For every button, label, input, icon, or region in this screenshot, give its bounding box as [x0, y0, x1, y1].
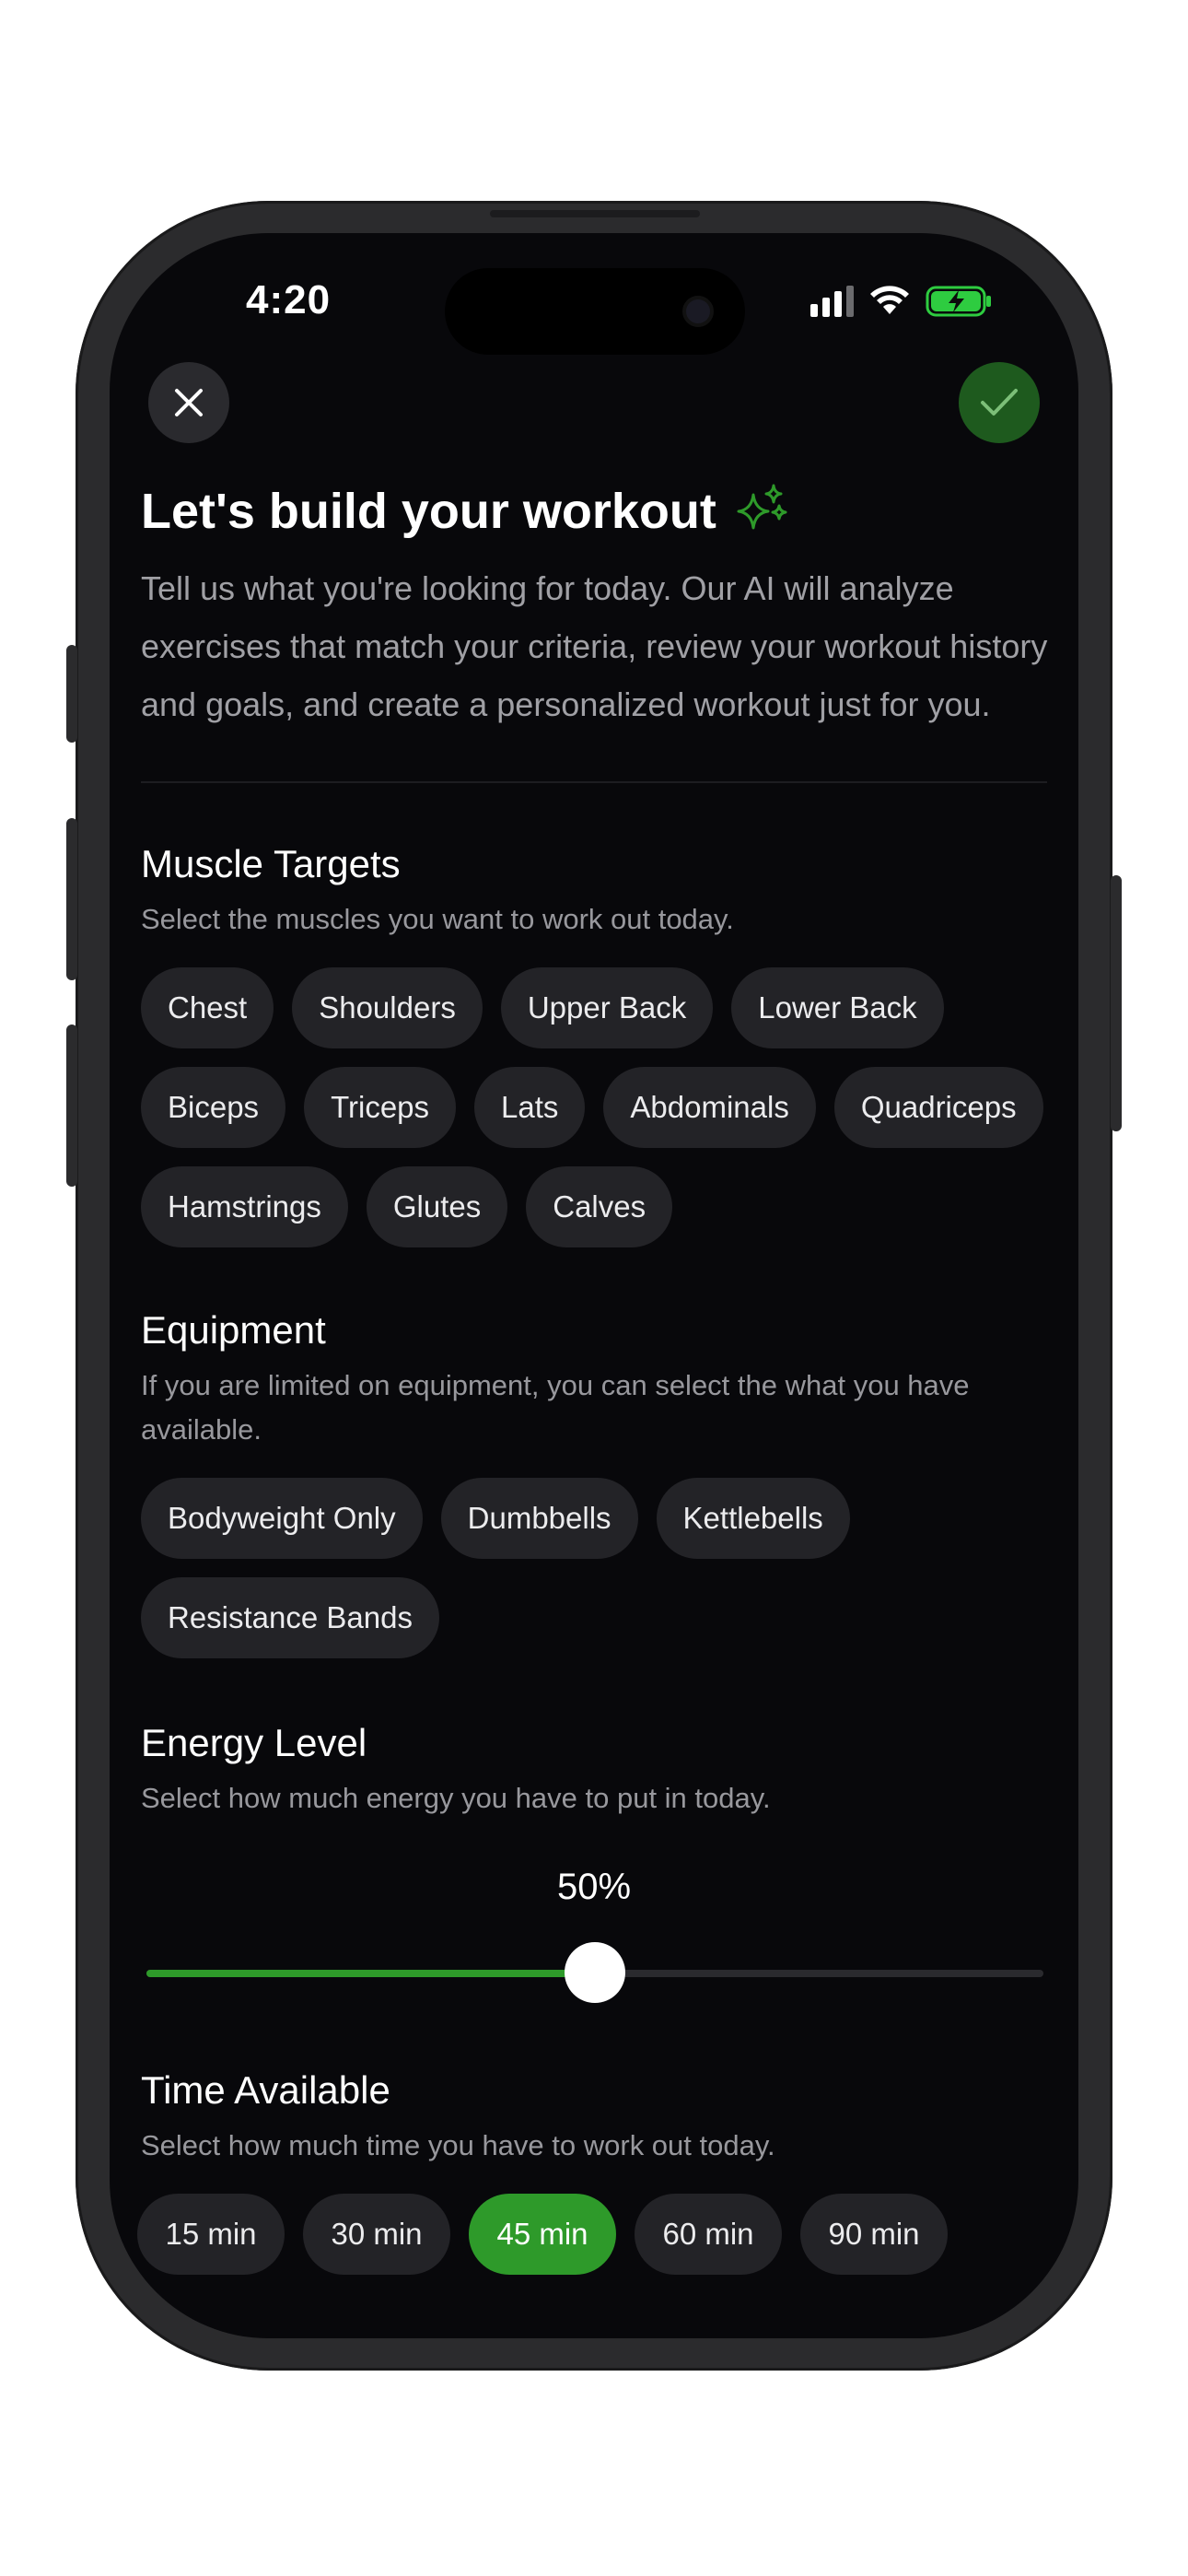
- equipment-chip[interactable]: Kettlebells: [657, 1478, 850, 1559]
- equipment-chip[interactable]: Dumbbells: [441, 1478, 638, 1559]
- energy-value-label: 50%: [556, 1867, 632, 1907]
- energy-slider[interactable]: [146, 1941, 1043, 2006]
- energy-section: [141, 1721, 1049, 2006]
- equipment-section: [141, 1308, 1049, 1658]
- status-time: 4:20: [246, 277, 332, 322]
- camera-icon: [682, 296, 714, 327]
- action-button: [66, 645, 77, 743]
- muscle-chip[interactable]: Biceps: [141, 1067, 285, 1148]
- form-content: [141, 482, 1049, 2275]
- section-subtitle: If you are limited on equipment, you can select the what you have available.: [141, 1369, 970, 1446]
- confirm-button[interactable]: [959, 362, 1040, 443]
- section-subtitle: Select the muscles you want to work out today.: [141, 903, 734, 935]
- muscle-chip[interactable]: Calves: [526, 1166, 672, 1247]
- sparkles-icon: [733, 482, 792, 541]
- muscle-chip[interactable]: Lower Back: [731, 967, 943, 1048]
- equipment-chip[interactable]: Resistance Bands: [141, 1577, 439, 1658]
- section-title: Time Available: [141, 2068, 390, 2112]
- checkmark-icon: [980, 387, 1019, 418]
- muscle-chip[interactable]: Upper Back: [501, 967, 713, 1048]
- muscle-targets-section: [141, 842, 1049, 1247]
- equipment-chip[interactable]: Bodyweight Only: [141, 1478, 423, 1559]
- muscle-chip[interactable]: Triceps: [304, 1067, 456, 1148]
- volume-down-button: [66, 1025, 77, 1187]
- muscle-chip[interactable]: Glutes: [367, 1166, 507, 1247]
- section-title: Muscle Targets: [141, 842, 401, 885]
- section-subtitle: Select how much energy you have to put in today.: [141, 1782, 771, 1814]
- page-title: Let's build your workout: [141, 484, 716, 539]
- section-subtitle: Select how much time you have to work out today.: [141, 2129, 775, 2161]
- time-chip[interactable]: 15 min: [137, 2194, 285, 2275]
- section-title: Energy Level: [141, 1721, 367, 1764]
- slider-fill: [146, 1970, 595, 1977]
- section-title: Equipment: [141, 1308, 326, 1352]
- wifi-icon: [868, 286, 911, 317]
- time-chip[interactable]: 60 min: [635, 2194, 782, 2275]
- dynamic-island: [445, 268, 745, 355]
- speaker-grille: [490, 210, 700, 217]
- close-icon: [173, 387, 204, 418]
- muscle-chip[interactable]: Abdominals: [603, 1067, 815, 1148]
- status-icons: [810, 285, 994, 318]
- slider-thumb[interactable]: [565, 1942, 625, 2003]
- battery-charging-icon: [926, 285, 994, 318]
- power-button: [1111, 875, 1122, 1131]
- intro-text: Tell us what you're looking for today. Our AI will analyze exercises that match your criteria, review your workout history and goals, and create a personalized workout just for you.: [141, 569, 1048, 723]
- close-button[interactable]: [148, 362, 229, 443]
- cellular-signal-icon: [810, 286, 854, 317]
- time-chip[interactable]: 30 min: [303, 2194, 450, 2275]
- time-chip-list: [137, 2194, 1049, 2275]
- muscle-chip[interactable]: Hamstrings: [141, 1166, 348, 1247]
- page-header: [141, 482, 1049, 541]
- divider: [141, 781, 1047, 783]
- muscle-chip-list: [141, 967, 1053, 1247]
- time-section: [141, 2068, 1049, 2275]
- muscle-chip[interactable]: Chest: [141, 967, 274, 1048]
- volume-up-button: [66, 818, 77, 980]
- muscle-chip[interactable]: Lats: [474, 1067, 585, 1148]
- muscle-chip[interactable]: Shoulders: [292, 967, 483, 1048]
- equipment-chip-list: [141, 1478, 1053, 1658]
- time-chip[interactable]: 45 min: [469, 2194, 616, 2275]
- muscle-chip[interactable]: Quadriceps: [834, 1067, 1043, 1148]
- app-screen: [110, 233, 1078, 2338]
- time-chip[interactable]: 90 min: [800, 2194, 948, 2275]
